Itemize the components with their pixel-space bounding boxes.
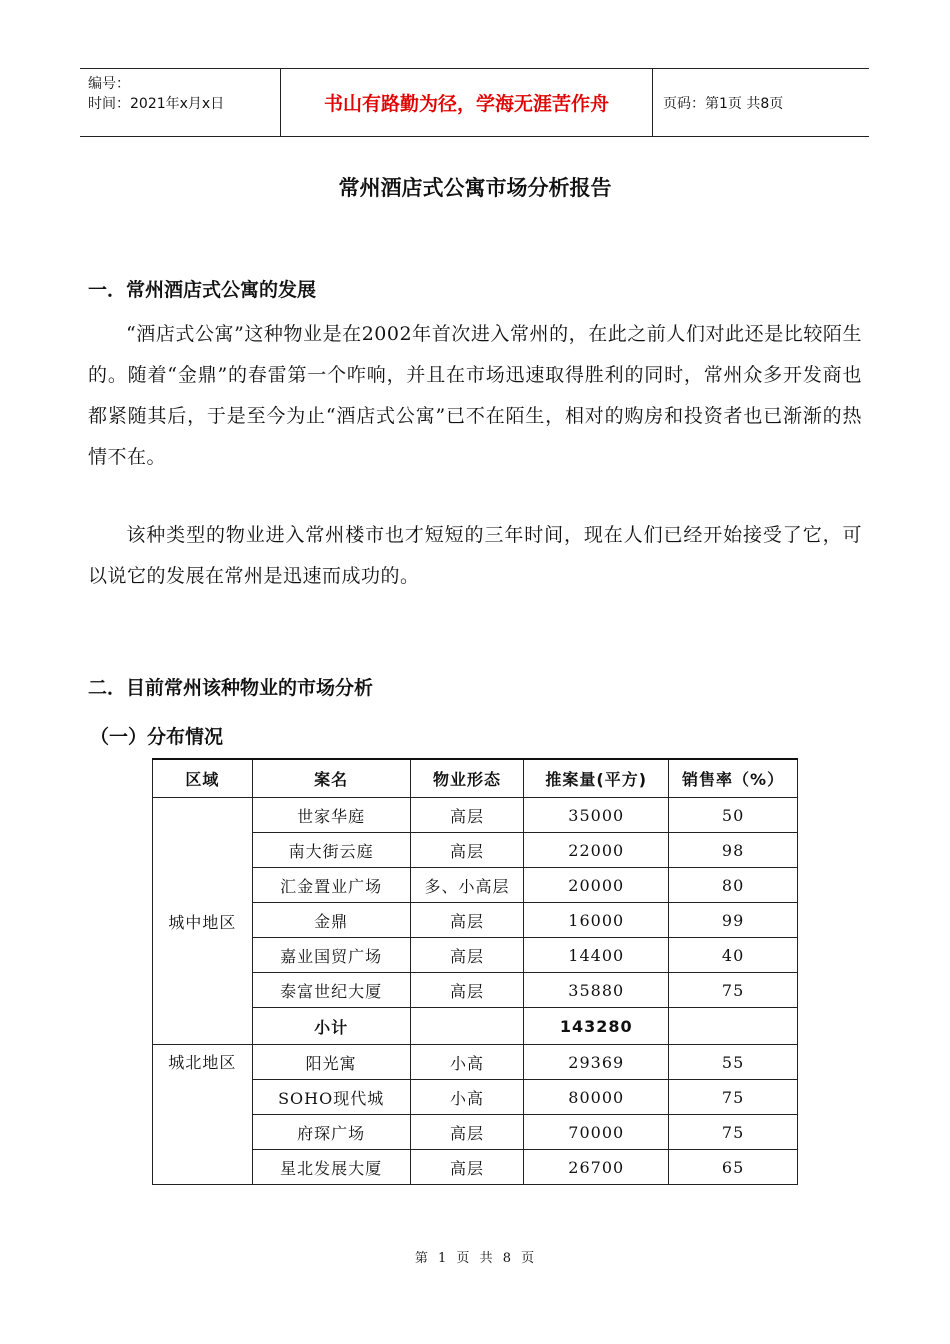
doc-date-label: 时间：2021年x月x日 <box>88 96 225 112</box>
rate-cell: 75 <box>669 1080 798 1115</box>
type-cell: 高层 <box>410 1150 524 1185</box>
footer-gong: 共 <box>479 1251 494 1266</box>
section1-paragraph-2-text: 该种类型的物业进入常州楼市也才短短的三年时间，现在人们已经开始接受了它，可以说它的发展在常州是迅速而成功的。 <box>88 524 862 587</box>
rate-cell: 65 <box>669 1150 798 1185</box>
document-title: 常州酒店式公寓市场分析报告 <box>338 176 612 200</box>
area-cell: 城中地区 <box>153 798 253 1045</box>
area-cell: 城北地区 <box>153 1045 253 1185</box>
table-row <box>153 1045 798 1080</box>
subtotal-label: 小计 <box>252 1008 410 1045</box>
section1-paragraph-2 <box>88 515 862 597</box>
volume-cell: 35880 <box>524 973 669 1008</box>
rate-cell: 80 <box>669 868 798 903</box>
volume-cell: 35000 <box>524 798 669 833</box>
header-page-info: 页码：第1页 共8页 <box>663 95 784 112</box>
subtotal-type <box>410 1008 524 1045</box>
section1-heading: 一．常州酒店式公寓的发展 <box>88 279 317 301</box>
type-cell: 小高 <box>410 1080 524 1115</box>
footer-ye2: 页 <box>521 1251 536 1266</box>
project-cell: 南大街云庭 <box>252 833 410 868</box>
project-cell: 泰富世纪大厦 <box>252 973 410 1008</box>
type-cell: 高层 <box>410 903 524 938</box>
footer-total-pages: 8 <box>502 1251 512 1266</box>
section2-heading: 二．目前常州该种物业的市场分析 <box>88 677 374 699</box>
col-header-volume: 推案量(平方) <box>524 759 669 798</box>
project-cell: 嘉业国贸广场 <box>252 938 410 973</box>
project-cell: 阳光寓 <box>252 1045 410 1080</box>
footer-page-number: 1 <box>437 1251 448 1266</box>
rate-cell: 98 <box>669 833 798 868</box>
volume-cell: 14400 <box>524 938 669 973</box>
table-row <box>153 798 798 833</box>
footer-di: 第 <box>414 1251 429 1266</box>
type-cell: 小高 <box>410 1045 524 1080</box>
col-header-rate: 销售率（%） <box>669 759 798 798</box>
project-cell: SOHO现代城 <box>252 1080 410 1115</box>
type-cell: 高层 <box>410 833 524 868</box>
document-header <box>80 68 869 137</box>
doc-code-label: 编号： <box>88 76 130 92</box>
rate-cell: 75 <box>669 1115 798 1150</box>
volume-cell: 16000 <box>524 903 669 938</box>
project-cell: 金鼎 <box>252 903 410 938</box>
project-cell: 星北发展大厦 <box>252 1150 410 1185</box>
type-cell: 高层 <box>410 798 524 833</box>
subtotal-rate <box>669 1008 798 1045</box>
section1-paragraph-1-text: “酒店式公寓”这种物业是在2002年首次进入常州的，在此之前人们对此还是比较陌生的。随着“金鼎”的春雷第一个咋响，并且在市场迅速取得胜利的同时，常州众多开发商也都紧随其后，于是至今为止“酒店式公寓”已不在陌生，相对的购房和投资者也已渐渐的热情不在。 <box>88 323 862 468</box>
rate-cell: 75 <box>669 973 798 1008</box>
col-header-project: 案名 <box>252 759 410 798</box>
distribution-table <box>152 758 798 1185</box>
page-footer <box>0 1247 950 1266</box>
volume-cell: 20000 <box>524 868 669 903</box>
type-cell: 高层 <box>410 938 524 973</box>
volume-cell: 29369 <box>524 1045 669 1080</box>
subtotal-volume: 143280 <box>524 1008 669 1045</box>
type-cell: 高层 <box>410 1115 524 1150</box>
project-cell: 汇金置业广场 <box>252 868 410 903</box>
section2-subheading: （一）分布情况 <box>90 726 224 748</box>
volume-cell: 70000 <box>524 1115 669 1150</box>
col-header-type: 物业形态 <box>410 759 524 798</box>
table-header-row <box>153 759 798 798</box>
rate-cell: 55 <box>669 1045 798 1080</box>
footer-ye: 页 <box>456 1251 471 1266</box>
rate-cell: 99 <box>669 903 798 938</box>
rate-cell: 40 <box>669 938 798 973</box>
volume-cell: 80000 <box>524 1080 669 1115</box>
header-meta-cell <box>80 69 281 136</box>
volume-cell: 22000 <box>524 833 669 868</box>
rate-cell: 50 <box>669 798 798 833</box>
header-motto: 书山有路勤为径，学海无涯苦作舟 <box>281 69 653 136</box>
type-cell: 高层 <box>410 973 524 1008</box>
type-cell: 多、小高层 <box>410 868 524 903</box>
project-cell: 府琛广场 <box>252 1115 410 1150</box>
col-header-area: 区域 <box>153 759 253 798</box>
project-cell: 世家华庭 <box>252 798 410 833</box>
volume-cell: 26700 <box>524 1150 669 1185</box>
section1-paragraph-1 <box>88 314 862 478</box>
